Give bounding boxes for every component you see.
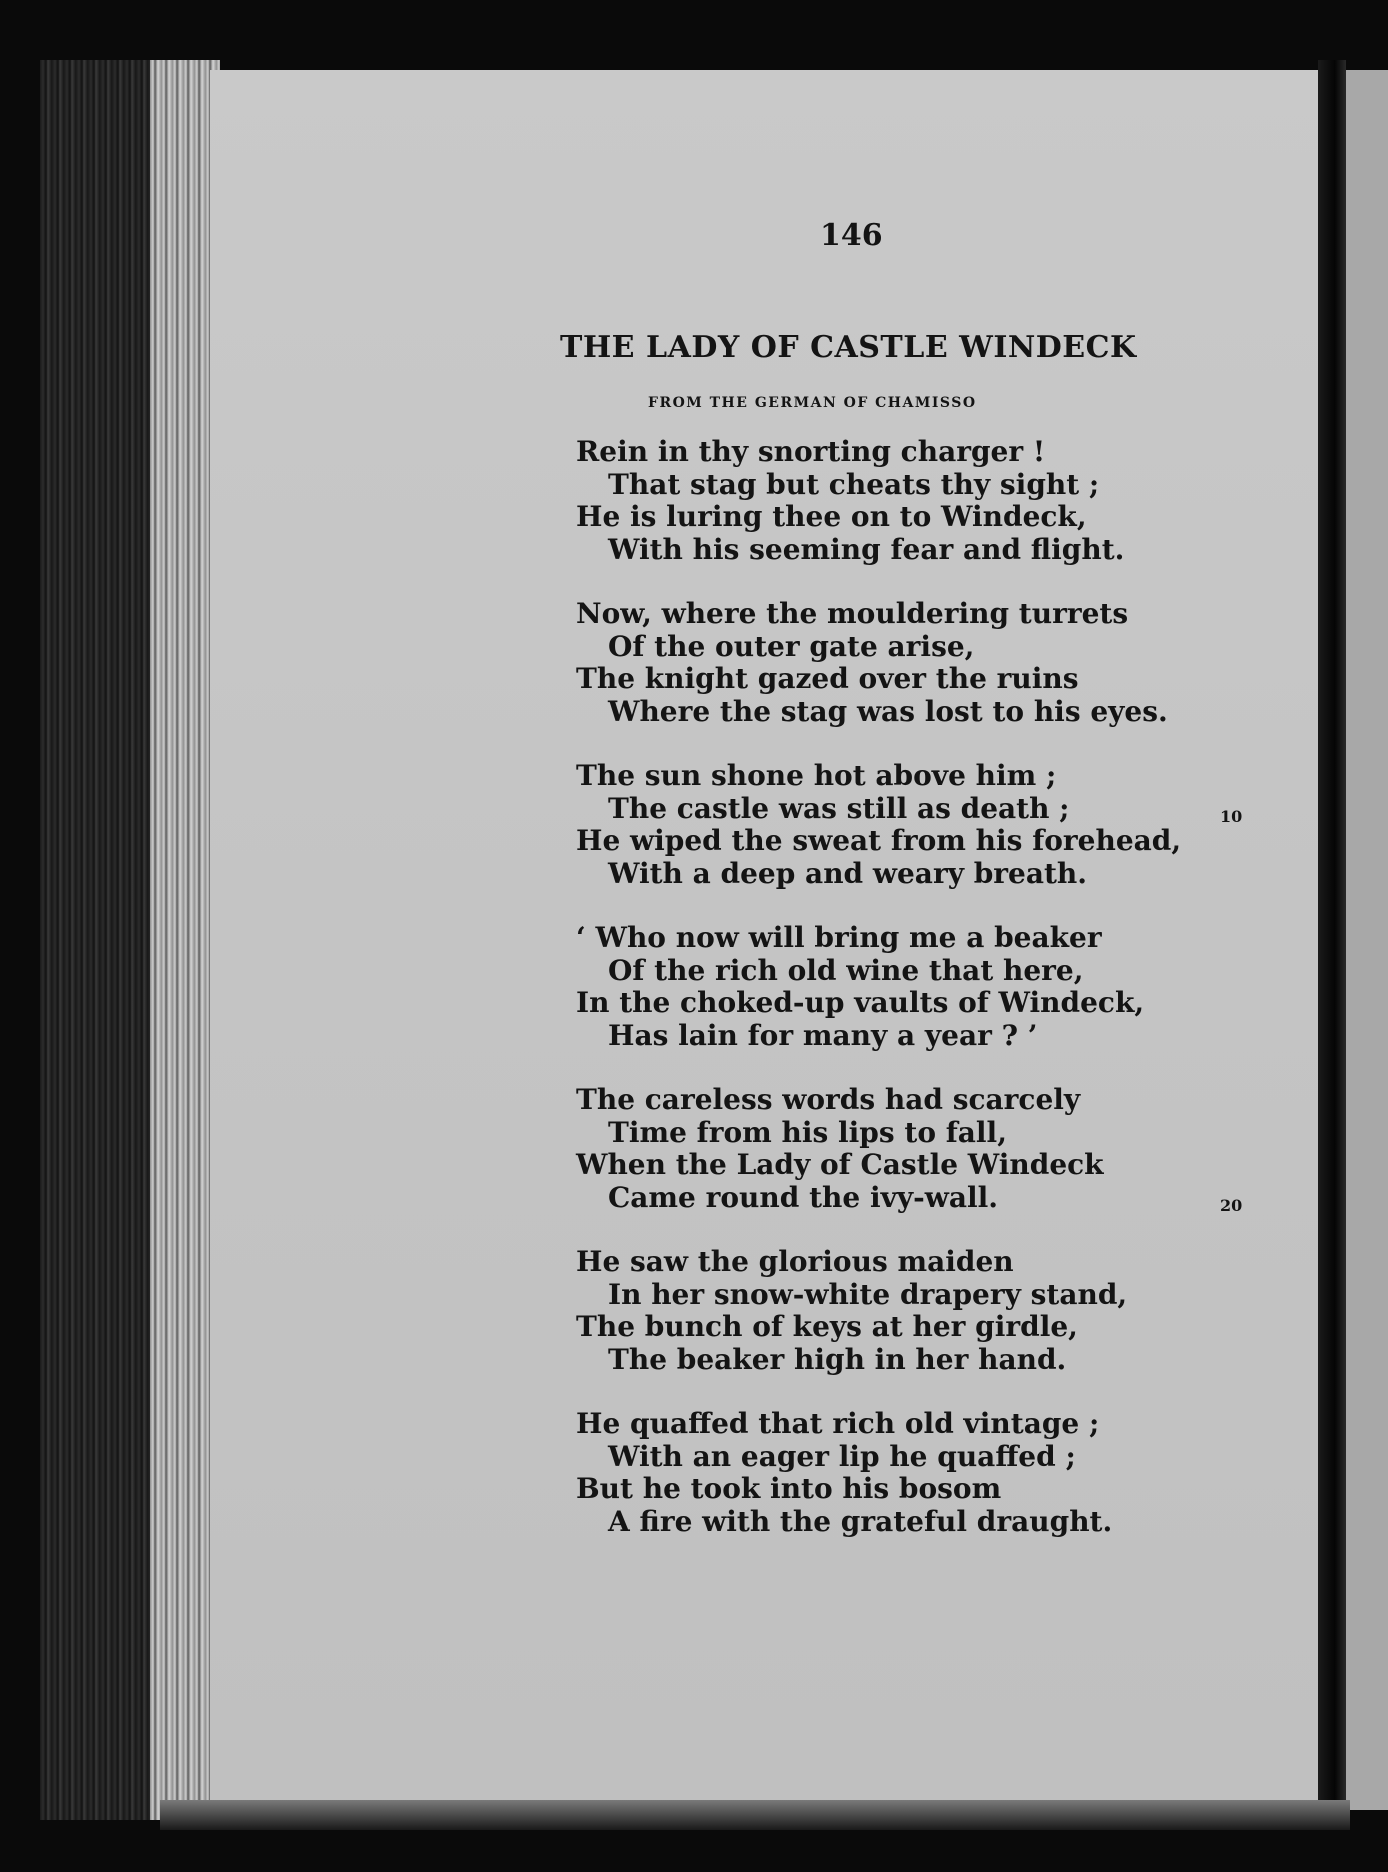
poem-title: THE LADY OF CASTLE WINDECK bbox=[560, 330, 1137, 365]
poem-line bbox=[576, 598, 1276, 631]
stanza bbox=[576, 1408, 1276, 1538]
poem-line-text: He is luring thee on to Windeck, bbox=[576, 500, 1087, 533]
stanza bbox=[576, 1246, 1276, 1376]
poem-line bbox=[576, 825, 1276, 858]
poem-line-text: That stag but cheats thy sight ; bbox=[608, 467, 1100, 501]
poem-line bbox=[576, 922, 1276, 955]
facing-page-edge bbox=[1346, 70, 1388, 1810]
poem-line bbox=[576, 534, 1276, 567]
poem-line bbox=[576, 1311, 1276, 1344]
poem-line bbox=[576, 1344, 1276, 1377]
stanza bbox=[576, 598, 1276, 728]
poem-subtitle: FROM THE GERMAN OF CHAMISSO bbox=[648, 395, 977, 411]
page-bottom-edge bbox=[160, 1800, 1350, 1830]
poem-line bbox=[576, 663, 1276, 696]
poem-line-text: Has lain for many a year ? ’ bbox=[608, 1018, 1038, 1052]
poem-line-text: With his seeming fear and flight. bbox=[608, 532, 1125, 566]
poem-line bbox=[576, 793, 1276, 826]
poem-line bbox=[576, 1279, 1276, 1312]
poem-line-text: ‘ Who now will bring me a beaker bbox=[576, 921, 1102, 954]
poem-line-text: In her snow-white drapery stand, bbox=[608, 1277, 1128, 1311]
poem-line-text: Rein in thy snorting charger ! bbox=[576, 435, 1046, 468]
poem-line bbox=[576, 1246, 1276, 1279]
poem-line-text: Of the rich old wine that here, bbox=[608, 953, 1084, 987]
stanza bbox=[576, 436, 1276, 566]
stanza bbox=[576, 1084, 1276, 1214]
poem-line bbox=[576, 1473, 1276, 1506]
poem-line-text: Of the outer gate arise, bbox=[608, 629, 975, 663]
poem-line-text: In the choked-up vaults of Windeck, bbox=[576, 986, 1145, 1019]
poem-line bbox=[576, 1506, 1276, 1539]
poem-line bbox=[576, 436, 1276, 469]
poem-line-text: He quaffed that rich old vintage ; bbox=[576, 1407, 1100, 1440]
poem-line bbox=[576, 1084, 1276, 1117]
poem-line-text: He wiped the sweat from his forehead, bbox=[576, 824, 1182, 857]
poem-line bbox=[576, 1408, 1276, 1441]
poem-line bbox=[576, 858, 1276, 891]
line-number: 20 bbox=[1220, 1195, 1243, 1215]
poem-line-text: The knight gazed over the ruins bbox=[576, 662, 1079, 695]
line-number: 10 bbox=[1220, 806, 1243, 826]
poem-line bbox=[576, 1441, 1276, 1474]
poem-line bbox=[576, 1117, 1276, 1150]
poem-line bbox=[576, 631, 1276, 664]
poem-line-text: The castle was still as death ; bbox=[608, 791, 1070, 825]
poem-line bbox=[576, 955, 1276, 988]
poem-line-text: The bunch of keys at her girdle, bbox=[576, 1310, 1078, 1343]
poem-line-text: Came round the ivy-wall. bbox=[608, 1180, 999, 1214]
poem-line bbox=[576, 760, 1276, 793]
poem-line-text: Time from his lips to fall, bbox=[608, 1115, 1007, 1149]
poem-line-text: When the Lady of Castle Windeck bbox=[576, 1148, 1104, 1181]
poem-line-text: The careless words had scarcely bbox=[576, 1083, 1081, 1116]
poem-line-text: With an eager lip he quaffed ; bbox=[608, 1439, 1076, 1473]
poem-line bbox=[576, 1020, 1276, 1053]
gutter-shadow bbox=[1318, 60, 1346, 1820]
poem-line-text: A fire with the grateful draught. bbox=[608, 1504, 1113, 1538]
poem-line-text: The beaker high in her hand. bbox=[608, 1342, 1067, 1376]
stanza bbox=[576, 760, 1276, 890]
poem-line bbox=[576, 1182, 1276, 1215]
poem-line-text: But he took into his bosom bbox=[576, 1472, 1002, 1505]
stanza bbox=[576, 922, 1276, 1052]
poem-body bbox=[576, 436, 1276, 1570]
poem-line-text: Now, where the mouldering turrets bbox=[576, 597, 1129, 630]
poem-line-text: The sun shone hot above him ; bbox=[576, 759, 1057, 792]
poem-line bbox=[576, 469, 1276, 502]
poem-line bbox=[576, 987, 1276, 1020]
poem-line-text: He saw the glorious maiden bbox=[576, 1245, 1014, 1278]
poem-line-text: Where the stag was lost to his eyes. bbox=[608, 694, 1168, 728]
poem-line bbox=[576, 501, 1276, 534]
poem-line bbox=[576, 1149, 1276, 1182]
poem-line-text: With a deep and weary breath. bbox=[608, 856, 1088, 890]
page-number: 146 bbox=[820, 218, 883, 253]
poem-line bbox=[576, 696, 1276, 729]
